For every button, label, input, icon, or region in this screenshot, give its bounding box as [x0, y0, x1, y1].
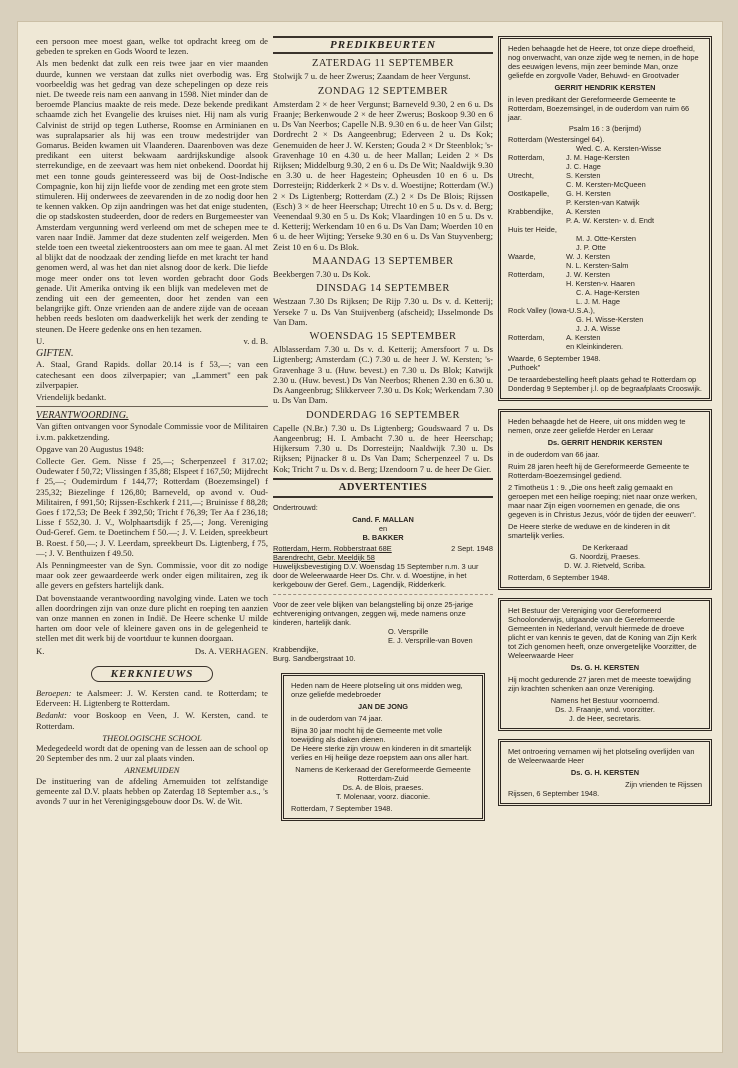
family-row — [508, 252, 702, 270]
sign-k: K. — [36, 645, 45, 656]
column-middle — [273, 36, 493, 821]
huwelijk-text: Huwelijksbevestiging D.V. Woensdag 15 September n.m. 3 uur door de Weleerwaarde Heer Ds. Chr. v. d. Woestijne, in het kerkgebouw der Geref. Gem., Lagendijk, Ridderkerk. — [273, 561, 479, 589]
verantwoording-date: Opgave van 20 Augustus 1948: — [36, 443, 144, 454]
family-names — [604, 135, 702, 144]
bedankt-text — [36, 710, 268, 730]
obituary-box-rijssen — [498, 739, 712, 806]
article-text: een persoon mee moest gaan, welke tot opdracht kreeg om de gebeden te spreken en Gods Woord te lezen. — [36, 36, 268, 57]
obit-date: Waarde, 6 September 1948. — [508, 354, 601, 363]
beroepen-text — [36, 688, 268, 708]
obit-sign: G. Noordzij, Praeses. — [569, 552, 641, 561]
day-text: Stolwijk 7 u. de heer Zwerus; Zaandam de heer Vergunst. — [273, 71, 471, 82]
family-names: C. A. Hage-Kersten L. J. M. Hage — [576, 288, 640, 306]
obit-text: Het Bestuur der Vereniging voor Gereformeerd Schoolonderwijs, uitgaande van de Gereformeerde Gemeenten in Nederland, vervult hiermede de droeve plicht er van kennis te geven, dat de Koning van Zijn Kerk tot Zich genomen heeft, onze onvergetelijke Voorzitter, de Weleerwaarde Heer — [508, 606, 697, 660]
obituary-box-kerkeraad — [498, 409, 712, 590]
obit-sign: Namens het Bestuur voornoemd. — [550, 696, 660, 705]
psalm-ref: Psalm 16 : 3 (berijmd) — [568, 124, 642, 133]
family-place — [508, 234, 576, 252]
kerknieuws-heading: KERKNIEUWS — [91, 666, 213, 682]
bedankt-value: voor Boskoop en Veen, J. W. Kersten, cand. te Rotterdam. — [36, 710, 268, 731]
family-place: Waarde, — [508, 252, 536, 261]
obit-text: Bijna 30 jaar mocht hij de Gemeente met volle toewijding als diaken dienen. — [291, 725, 443, 744]
family-names: J. M. Hage-Kersten J. C. Hage — [566, 153, 630, 171]
theo-text: Medegedeeld wordt dat de opening van de lessen aan de school op 20 September des nm. 2 uur zal plaats vinden. — [36, 743, 268, 764]
family-row — [508, 135, 702, 144]
signature-row — [36, 646, 268, 656]
obituary-box-de-jong — [281, 673, 485, 821]
family-row — [508, 288, 702, 306]
obit-text: in de ouderdom van 74 jaar. — [291, 713, 383, 723]
family-place: Rotterdam, — [508, 333, 545, 342]
day-text: Westzaan 7.30 Ds Rijksen; De Rijp 7.30 u. Ds v. d. Ketterij; Yerseke 7 u. Ds Van Stuijvenberg (afscheid); IJsselmonde Ds Van Dam. — [273, 296, 493, 327]
verantwoording-title: VERANTWOORDING. — [36, 410, 129, 422]
verantwoording-p3: Dat bovenstaande verantwoording navolging vinde. Laten we toch allen doordringen zijn van onze dure plicht en roeping ten aanzien van onze mannen en zonen in Indië. De Heere schenke U milde harten om door vele of kleinere gaven ons in de gelegenheid te stellen met dit werk bij de voortduur te kunnen doorgaan. — [36, 592, 268, 644]
predikbeurten-heading: PREDIKBEURTEN — [273, 36, 493, 54]
verantwoording-p2: Als Penningmeester van de Syn. Commissie, voor dit zo nodige maar ook zeer gewaardeerde werk onder eigen militairen, zeg ik alle gevers en gefsters hartelijk dank. — [36, 559, 268, 591]
thanks-name-1: O. Versprille — [388, 626, 429, 636]
thanks-place: Krabbendijke, — [273, 644, 319, 654]
obit-sign: De Kerkeraad — [582, 543, 628, 552]
family-names — [595, 306, 702, 315]
obit-sign: Namens de Kerkeraad der Gereformeerde Gemeente Rotterdam-Zuid — [295, 764, 471, 783]
obit-text: Met ontroering vernamen wij het plotseling overlijden van de Weleerwaarde Heer — [508, 747, 695, 765]
thanks-text: Voor de zeer vele blijken van belangstelling bij onze 25-jarige echtvereniging ontvangen, zeggen wij, mede namens onze kinderen, hartelijk dank. — [273, 599, 474, 627]
family-row — [508, 207, 702, 225]
obit-sign: Ds. A. de Blois, praeses. — [342, 782, 424, 792]
obit-text: in leven predikant der Gereformeerde Gemeente te Rotterdam, Boezemsingel, in de ouderdom van ruim 66 jaar. — [508, 95, 690, 122]
obit-sign: Ds. J. Fraanje, wnd. voorzitter. — [555, 705, 655, 714]
day-text: Beekbergen 7.30 u. Ds Kok. — [273, 269, 371, 280]
obit-name: Ds. G. H. KERSTEN — [570, 663, 640, 672]
obit-text: 2 Timotheüs 1 : 9. „Die ons heeft zalig gemaakt en geroepen met een heilige roeping; niet naar onze werken, maar naar Zijn eigen voornemen en genade, die ons gegeven is in Christus Jezus, vóór de tijden der eeuwen". — [508, 483, 697, 519]
obit-name: JAN DE JONG — [357, 701, 409, 711]
family-row — [508, 171, 702, 189]
day-heading: ZATERDAG 11 SEPTEMBER — [312, 58, 454, 70]
arn-title: ARNEMUIDEN — [124, 765, 180, 776]
article-text: Als men bedenkt dat zulk een reis twee jaar en vier maanden duurde, kunnen we verstaan dat zulks niet overbodig was. Erg voorbeeldig was het gedrag van deze schepelingen op deze reis niet. De tweede reis nam een aanvang in 1598. Niet minder dan de beroemde Plancius maakte de reis mede. Deze bekende predikant schaamde zich het Evangelie des kruises niet. Hij nam als vurig Calvinist de strijd op tegen Lutherse, Roomse en Arminianen en was supralapsarier als hij was een trouw medestrijder van Gomarus. Beiden kwamen uit Vlaanderen. Daarenboven was deze predikant een uiterst bekwaam aardrijkskundige alsook sterrekundige, en de zeevaart was hem niet onbekend. Doordat hij met een tonne gouds geinteresseerd was bij de Oost-Indische Compagnie, kon hij zijn liefde voor de zending met een grote stem stimuleren. Hij onderwees de zeevarenden in de zo nodig door hen te kennen vakken. Op zijn aandringen was het dat enige studenten, die op stadskosten studeerden, door de reders en Burgemeester van Amsterdam vergunning werd verleend om met de schepen mee te varen naar Indië. Jammer dat deze studenten zelf weigerden. Men stelde toen een tweetal ziekentroosters aan om mee te gaan. Al met al blijkt dat de noodzaak der zending liefde en met kracht ter hand genomen werd, al was het dan niet alsnog door de kerk. Die liefde moge meer onder ons tot leven worden gebracht door Gods genade. Uit Amerika ontving ik een blijk van medeleven met de zending uit een der gemeenten, door het zenden van een belangrijke gift. Onze vrienden aan de andere zijde van de oceaan hebben reeds besloten om daadwerkelijk het werk der zending te steunen. De Heere gedenke ons en hen tezamen. — [36, 58, 268, 334]
obituary-box-vereniging — [498, 598, 712, 731]
family-names: A. Kersten P. A. W. Kersten- v. d. Endt — [566, 207, 655, 225]
family-row — [508, 306, 702, 315]
newspaper-page — [18, 22, 722, 1052]
verantwoording-list: Collecte Ger. Gem. Nisse f 25,—; Scherpenzeel f 317.02; Oudewater f 50,72; Vlissingen f 35,88; Elspeet f 167,50; Mijdrecht f 25,—; Oudemirdum f 144,77; Rotterdam (Boezemsingel) f 235,32; Biezelinge f 126,80; Barneveld, op avond v. Oud-Militairen, f 991,50; Rijssen-Eschkerk f 211,—; Bruinisse f 88,28; Goes f 172,53; De Beek f 392,50; Tricht f 76,39; Ter Aa f 236,18; Lisse f 552,30. J. V., Wolphaartsdijk f 25,—; Jong. Vereniging Oud-Geref. Gem. te Doetinchem f 50.—; J. V. Leiden, spreekbeurt B. Roest. f 50,—; J. V. Leerdam, spreekbeurt Ds. Ligtenberg, f 75,—; J. V. Benthuizen f 49.50. — [36, 455, 268, 558]
sign-u: U. — [36, 335, 45, 346]
day-text: Amsterdam 2 × de heer Vergunst; Barneveld 9.30, 2 en 6 u. Ds Fraanje; Berkenwoude 2 × de heer Zwerus; Boskoop 9.30 en 6 u. Ds Van Neerbos; Capelle N.B. 9.30 en 6 u. de heer Van Gilst; Dordrecht 2 × Ds Aangeenbrug; Ederveen 2 u. Ds Kok; Genemuiden de heer J. W. Kersten; Gouda 2 × Dr Steenblok; 's-Gravenhage 10 en 4.30 u. de heer Mallan; Leiden 2 × Ds Rijksen; Middelburg 9.30, 2 en 6 u. Ds De Wit; Naaldwijk 9.30 en 3.30 u. de heer Hagestein; Opheusden 10 en 6 u. Ds Dorresteijn; Ridderkerk 2 × Ds v. d. Woestijne; Rotterdam (W.) 2 × Ds Ligtenberg; Rotterdam (Z.) 2 × Ds De Blois; Rijssen (Esch) 3 × de heer Heerschap; Utrecht 10 en 5 u. Ds v. d. Berg; Veenendaal 9.30 en 5 u. Ds Kok; Vlaardingen 10 en 5 u. Ds v. d. Ketterij; Werkendam 10 en 6 u. Ds Van Dam; Woerden 10 en 6 u. de heer Wijting; Yerseke 9.30 en 6 u. Ds Van Stuyvenberg; Zeist 10 en 6 u. Ds Blok. — [273, 98, 493, 252]
giften-title: GIFTEN. — [36, 348, 74, 360]
obit-text: Hij mocht gedurende 27 jaren met de meeste toewijding zijn krachten schenken aan onze Vereniging. — [508, 675, 691, 693]
address-2: Barendrecht, Gebr. Meeldijk 58 — [273, 552, 375, 562]
family-place — [508, 144, 576, 153]
family-place — [508, 288, 576, 306]
address-1: Rotterdam, Herm. Robberstraat 68E — [273, 543, 392, 553]
groom-name: Cand. F. MALLAN — [352, 514, 414, 524]
obit-sign: D. W. J. Rietveld, Scriba. — [564, 561, 646, 570]
theo-title: THEOLOGISCHE SCHOOL — [102, 732, 202, 743]
family-place: Oostkapelle, — [508, 189, 550, 198]
family-place: Krabbendijke, — [508, 207, 554, 216]
family-place: Huis ter Heide, — [508, 225, 557, 234]
family-place: Rotterdam, — [508, 270, 545, 279]
bedankt-label: Bedankt: — [36, 710, 68, 721]
giften-thanks: Vriendelijk bedankt. — [36, 391, 107, 402]
date-1: 2 Sept. 1948 — [451, 543, 493, 553]
obit-date: Rotterdam, 6 September 1948. — [508, 573, 610, 582]
day-heading: ZONDAG 12 SEPTEMBER — [317, 85, 449, 97]
sign-vdb: v. d. B. — [243, 335, 268, 346]
verantwoording-text: Van giften ontvangen voor Synodale Commissie voor de Militairen i.v.m. pakketzending. — [36, 421, 268, 442]
family-row — [508, 333, 702, 351]
obit-sign: T. Molenaar, voorz. diaconie. — [335, 791, 431, 801]
family-row — [508, 315, 702, 333]
beroepen-label: Beroepen: — [36, 687, 72, 698]
family-row — [508, 144, 702, 153]
family-place — [508, 315, 576, 333]
obituary-box-kersten-family — [498, 36, 712, 401]
family-place: Utrecht, — [508, 171, 534, 180]
family-row — [508, 189, 702, 207]
obit-name: GERRIT HENDRIK KERSTEN — [554, 83, 656, 92]
obit-date: Rotterdam, 7 September 1948. — [291, 803, 393, 813]
family-names: M. J. Otte-Kersten J. P. Otte — [576, 234, 636, 252]
family-names: G. H. Kersten P. Kersten-van Katwijk — [566, 189, 640, 207]
obit-sign: J. de Heer, secretaris. — [569, 714, 641, 723]
family-names: S. Kersten C. M. Kersten-McQueen — [566, 171, 646, 189]
en-word: en — [378, 523, 388, 533]
obit-text: Heden behaagde het de Heere, tot onze diepe droefheid, nog onverwacht, van onze zijde weg te nemen, in de hope des eeuwigen levens, mijn zeer beminde Man, onze geliefde en zorgvolle Vader, Behuwd- en Grootvader — [508, 44, 699, 80]
family-place: Rotterdam, — [508, 153, 545, 162]
obit-puthoek: „Puthoek" — [508, 363, 541, 372]
family-names: J. W. Kersten H. Kersten-v. Haaren — [566, 270, 635, 288]
obit-name: Ds. GERRIT HENDRIK KERSTEN — [547, 438, 663, 447]
obit-name: Ds. G. H. KERSTEN — [570, 768, 640, 777]
obit-text: Heden behaagde het de Heere, uit ons midden weg te nemen, onze zeer geliefde Herder en Leraar — [508, 417, 686, 435]
family-names: G. H. Wisse-Kersten J. J. A. Wisse — [576, 315, 644, 333]
address-row — [273, 544, 493, 553]
day-heading: MAANDAG 13 SEPTEMBER — [312, 255, 454, 267]
family-names — [557, 225, 702, 234]
bride-name: B. BAKKER — [362, 532, 404, 542]
obit-sign: Zijn vrienden te Rijssen — [625, 780, 702, 789]
sign-verhagen: Ds. A. VERHAGEN. — [194, 645, 268, 656]
advertenties-heading: ADVERTENTIES — [273, 478, 493, 498]
family-row — [508, 270, 702, 288]
family-names: A. Kersten en Kleinkinderen. — [566, 333, 624, 351]
column-left — [36, 36, 268, 808]
arn-text: De instituering van de afdeling Arnemuiden tot zelfstandige gemeente zal D.V. plaats hebben op Zaterdag 18 September a.s., 's avonds 7 uur in het Verenigingsgebouw door Ds. W. de Wit. — [36, 775, 268, 807]
divider — [36, 406, 268, 407]
family-row — [508, 225, 702, 234]
day-heading: DONDERDAG 16 SEPTEMBER — [306, 409, 460, 421]
family-place: Rotterdam (Westersingel 64). — [508, 135, 605, 144]
family-names: Wed. C. A. Kersten-Wisse — [576, 144, 662, 153]
family-place: Rock Valley (Iowa-U.S.A.), — [508, 306, 595, 315]
family-row — [508, 153, 702, 171]
column-right — [498, 36, 712, 814]
family-names: W. J. Kersten N. L. Kersten-Salm — [566, 252, 629, 270]
family-row — [508, 234, 702, 252]
thanks-name-2: E. J. Versprille-van Boven — [388, 635, 473, 645]
obit-text: De teraardebestelling heeft plaats gehad te Rotterdam op Donderdag 9 September j.l. op de begraafplaats Crooswijk. — [508, 375, 702, 393]
thanks-ad — [273, 600, 493, 663]
obit-text: De Heere sterke de weduwe en de kinderen in dit smartelijk verlies. — [508, 522, 670, 540]
signature-row — [36, 336, 268, 346]
obit-text: Heden nam de Heere plotseling uit ons midden weg, onze geliefde medebroeder — [291, 680, 463, 699]
thanks-address: Burg. Sandbergstraat 10. — [273, 653, 356, 663]
beroepen-value: te Aalsmeer: J. W. Kersten cand. te Rotterdam; te Ederveen: H. Ligtenberg te Rotterdam. — [36, 687, 268, 709]
day-heading: DINSDAG 14 SEPTEMBER — [316, 283, 450, 295]
family-list — [508, 135, 702, 351]
obit-text: in de ouderdom van 66 jaar. — [508, 450, 600, 459]
divider — [273, 594, 493, 595]
obit-text: De Heere sterke zijn vrouw en kinderen in dit smartelijk verlies en Hij heilige deze roepstem aan ons aller hart. — [291, 743, 472, 762]
ondertrouwd-label: Ondertrouwd: — [273, 502, 318, 512]
obit-text: Ruim 28 jaren heeft hij de Gereformeerde Gemeente te Rotterdam-Boezemsingel gediend. — [508, 462, 690, 480]
giften-text: A. Staal, Grand Rapids. dollar 20.14 is f 53,—; van een catechesant een doos zilverpapier; van „Lammert" een pak zilverpapier. — [36, 359, 268, 390]
day-text: Alblasserdam 7.30 u. Ds v. d. Ketterij; Amersfoort 7 u. Ds Ligtenberg; Amsterdam (C.) 7.30 u. de heer J. W. Kersten; 's-Gravenhage 3 u. (Huw. bevest.) en 7.30 u. Ds Blok; Katwijk 2.30 u. (Huw. bevest.) Ds Van Neerbos; Rhenen 2.30 en 6.30 u. Ds Aangeenbrug; Slikkerveer 7.30 u. Ds Kok; Werkendam 7.30 u. Ds Van Dam. — [273, 344, 493, 406]
ondertrouwd-ad — [273, 503, 493, 589]
obit-date: Rijssen, 6 September 1948. — [508, 789, 600, 798]
day-heading: WOENSDAG 15 SEPTEMBER — [309, 331, 457, 343]
day-text: Capelle (N.Br.) 7.30 u. Ds Ligtenberg; Goudswaard 7 u. Ds Aangeenbrug; H. I. Ambacht 7.30 u. de heer Heerschap; Hijkersum 7.30 u. Ds Dorresteijn; Naaldwijk 7.30 u. Ds Rijksen; Pijnacker 8 u. Ds Van Dam; Scherpenzeel 7 u. Ds Kok; Tricht 7 u. Ds v. d. Berg; IJzendoorn 7 u. de heer De Gier. — [273, 422, 493, 474]
